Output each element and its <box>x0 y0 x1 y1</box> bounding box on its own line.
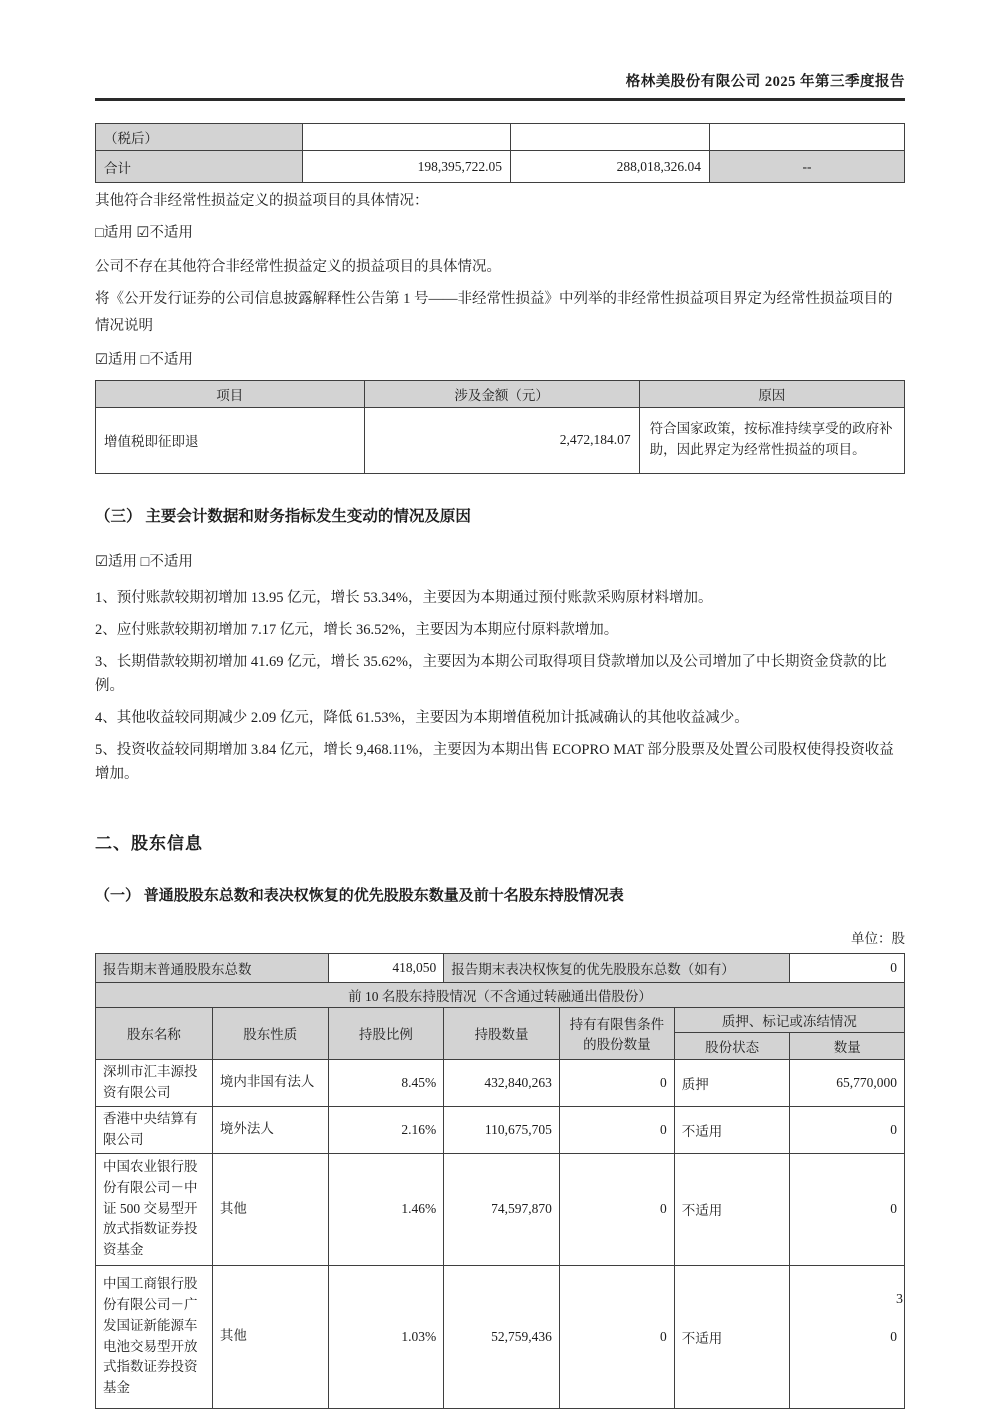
cell-holder-shares: 110,675,705 <box>444 1106 560 1153</box>
section3-heading: （三） 主要会计数据和财务指标发生变动的情况及原因 <box>95 507 471 525</box>
cell-total-v3: -- <box>710 151 905 183</box>
vat-refund-table <box>95 380 905 474</box>
table-row <box>96 407 905 473</box>
cell-holder-ratio: 8.45% <box>328 1059 444 1106</box>
cell-holder-name: 中国农业银行股份有限公司－中证 500 交易型开放式指数证券投资基金 <box>96 1153 213 1265</box>
cell-holder-name: 深圳市汇丰源投资有限公司 <box>96 1059 213 1106</box>
table-row <box>96 1265 905 1408</box>
header-reason: 原因 <box>639 380 904 407</box>
cell-pledge-status: 质押 <box>674 1059 790 1106</box>
section2-heading: 二、股东信息 <box>95 833 203 853</box>
cell-common-holders-label: 报告期末普通股股东总数 <box>96 953 329 982</box>
cell-holder-restricted: 0 <box>559 1106 674 1153</box>
table-row <box>96 1153 905 1265</box>
empty-cell <box>710 124 905 151</box>
cell-holder-ratio: 2.16% <box>328 1106 444 1153</box>
cell-pledge-qty: 65,770,000 <box>790 1059 905 1106</box>
empty-cell <box>303 124 511 151</box>
cell-holder-shares: 52,759,436 <box>444 1265 560 1408</box>
cell-holder-restricted: 0 <box>559 1059 674 1106</box>
cell-taxafter-label: （税后） <box>96 124 303 151</box>
cell-holder-restricted: 0 <box>559 1265 674 1408</box>
cell-total-label: 合计 <box>96 151 303 183</box>
shareholders-table <box>95 953 905 1409</box>
header-ratio: 持股比例 <box>328 1007 444 1059</box>
cell-holder-nature: 境外法人 <box>212 1106 328 1153</box>
cell-pledge-qty: 0 <box>790 1265 905 1408</box>
cell-vat-item: 增值税即征即退 <box>96 407 365 473</box>
define-note: 将《公开发行证券的公司信息披露解释性公告第 1 号——非经常性损益》中列举的非经常性损益项目界定为经常性损益项目的情况说明 <box>95 291 893 335</box>
cell-pledge-qty: 0 <box>790 1106 905 1153</box>
table-row <box>96 124 905 151</box>
cell-total-v2: 288,018,326.04 <box>511 151 710 183</box>
cell-holder-shares: 432,840,263 <box>444 1059 560 1106</box>
summary-row <box>96 953 905 982</box>
cell-holder-ratio: 1.46% <box>328 1153 444 1265</box>
top10-banner-row <box>96 982 905 1007</box>
table-header-row <box>96 380 905 407</box>
cell-holder-name: 中国工商银行股份有限公司－广发国证新能源车电池交易型开放式指数证券投资基金 <box>96 1265 213 1408</box>
cell-holder-ratio: 1.03% <box>328 1265 444 1408</box>
cell-pledge-status: 不适用 <box>674 1153 790 1265</box>
cell-vat-amount: 2,472,184.07 <box>364 407 639 473</box>
empty-cell <box>511 124 710 151</box>
header-restricted: 持有有限售条件的股份数量 <box>559 1007 674 1059</box>
header-rule <box>95 98 905 101</box>
cell-preferred-holders-value: 0 <box>790 953 905 982</box>
table-row <box>96 1106 905 1153</box>
cell-common-holders-value: 418,050 <box>328 953 444 982</box>
header-pledge-group: 质押、标记或冻结情况 <box>674 1007 904 1032</box>
cell-top10-banner: 前 10 名股东持股情况（不含通过转融通出借股份） <box>96 982 905 1007</box>
report-header-title: 格林美股份有限公司 2025 年第三季度报告 <box>625 74 905 90</box>
cell-preferred-holders-label: 报告期末表决权恢复的优先股股东总数（如有） <box>444 953 790 982</box>
cell-holder-nature: 其他 <box>212 1153 328 1265</box>
checkbox-line-applicable: ☑适用 □不适用 <box>95 351 193 368</box>
list-item: 2、应付账款较期初增加 7.17 亿元，增长 36.52%，主要因为本期应付原料款增加。 <box>95 622 619 639</box>
cell-pledge-status: 不适用 <box>674 1265 790 1408</box>
cell-pledge-status: 不适用 <box>674 1106 790 1153</box>
other-items-title: 其他符合非经常性损益定义的损益项目的具体情况： <box>95 193 429 209</box>
header-pledge-status: 股份状态 <box>674 1032 790 1059</box>
header-holder-name: 股东名称 <box>96 1007 213 1059</box>
header-pledge-qty: 数量 <box>790 1032 905 1059</box>
header-holder-nature: 股东性质 <box>212 1007 328 1059</box>
change-reason-list <box>95 587 905 786</box>
cell-holder-shares: 74,597,870 <box>444 1153 560 1265</box>
cell-total-v1: 198,395,722.05 <box>303 151 511 183</box>
table-row <box>96 1059 905 1106</box>
checkbox-line-na: □适用 ☑不适用 <box>95 224 193 241</box>
list-item: 3、长期借款较期初增加 41.69 亿元，增长 35.62%，主要因为本期公司取得项目贷款增加以及公司增加了中长期资金贷款的比例。 <box>95 654 887 695</box>
cell-holder-nature: 境内非国有法人 <box>212 1059 328 1106</box>
nonrecurring-total-table <box>95 123 905 183</box>
table-row <box>96 151 905 183</box>
header-amount: 涉及金额（元） <box>364 380 639 407</box>
list-item: 1、预付账款较期初增加 13.95 亿元，增长 53.34%，主要因为本期通过预付账款采购原材料增加。 <box>95 590 713 607</box>
header-shares: 持股数量 <box>444 1007 560 1059</box>
header-item: 项目 <box>96 380 365 407</box>
no-items-note: 公司不存在其他符合非经常性损益定义的损益项目的具体情况。 <box>95 258 501 275</box>
cell-holder-name: 香港中央结算有限公司 <box>96 1106 213 1153</box>
table-header-row <box>96 1007 905 1032</box>
cell-pledge-qty: 0 <box>790 1153 905 1265</box>
list-item: 5、投资收益较同期增加 3.84 亿元，增长 9,468.11%，主要因为本期出售 ECOPRO MAT 部分股票及处置公司股权使得投资收益增加。 <box>95 741 894 782</box>
section2-sub-heading: （一） 普通股股东总数和表决权恢复的优先股股东数量及前十名股东持股情况表 <box>95 887 624 904</box>
cell-vat-reason: 符合国家政策，按标准持续享受的政府补助，因此界定为经常性损益的项目。 <box>639 407 904 473</box>
section3-checkbox-line: ☑适用 □不适用 <box>95 553 193 570</box>
page-number: 3 <box>896 1292 903 1307</box>
list-item: 4、其他收益较同期减少 2.09 亿元，降低 61.53%，主要因为本期增值税加计抵减确认的其他收益减少。 <box>95 710 749 727</box>
cell-holder-nature: 其他 <box>212 1265 328 1408</box>
cell-holder-restricted: 0 <box>559 1153 674 1265</box>
unit-note: 单位：股 <box>851 930 905 946</box>
